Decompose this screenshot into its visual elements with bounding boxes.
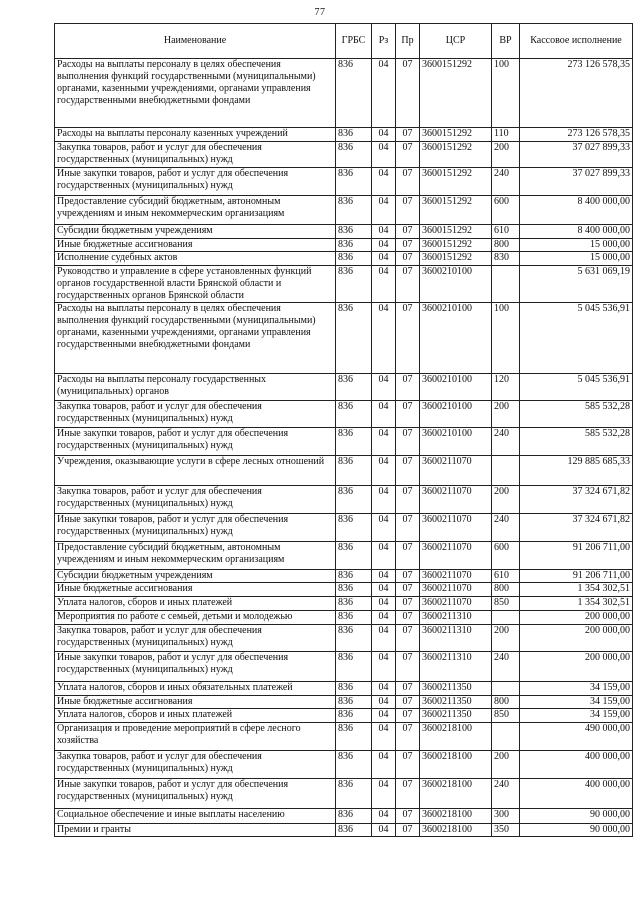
cell-rz: 04 bbox=[372, 696, 396, 709]
cell-rz: 04 bbox=[372, 597, 396, 611]
cell-name: Субсидии бюджетным учреждениям bbox=[55, 570, 336, 583]
cell-grbs: 836 bbox=[336, 456, 372, 486]
cell-pr: 07 bbox=[396, 570, 420, 583]
cell-grbs: 836 bbox=[336, 128, 372, 142]
cell-csr: 3600211070 bbox=[420, 456, 492, 486]
cell-csr: 3600211310 bbox=[420, 652, 492, 682]
cell-amount: 37 324 671,82 bbox=[520, 486, 633, 514]
cell-vr: 200 bbox=[492, 486, 520, 514]
cell-amount: 34 159,00 bbox=[520, 682, 633, 696]
cell-pr: 07 bbox=[396, 225, 420, 239]
cell-vr: 830 bbox=[492, 252, 520, 266]
cell-pr: 07 bbox=[396, 824, 420, 837]
cell-pr: 07 bbox=[396, 696, 420, 709]
cell-csr: 3600210100 bbox=[420, 428, 492, 456]
cell-pr: 07 bbox=[396, 751, 420, 779]
cell-rz: 04 bbox=[372, 486, 396, 514]
cell-grbs: 836 bbox=[336, 751, 372, 779]
cell-rz: 04 bbox=[372, 428, 396, 456]
cell-grbs: 836 bbox=[336, 583, 372, 597]
cell-name: Организация и проведение мероприятий в сфере лесного хозяйства bbox=[55, 723, 336, 751]
cell-vr bbox=[492, 266, 520, 303]
table-row bbox=[55, 303, 633, 374]
cell-csr: 3600211070 bbox=[420, 570, 492, 583]
cell-grbs: 836 bbox=[336, 570, 372, 583]
cell-name: Закупка товаров, работ и услуг для обеспечения государственных (муниципальных) нужд bbox=[55, 142, 336, 168]
cell-rz: 04 bbox=[372, 625, 396, 652]
cell-vr: 100 bbox=[492, 59, 520, 128]
cell-vr: 800 bbox=[492, 239, 520, 252]
cell-pr: 07 bbox=[396, 583, 420, 597]
table-row bbox=[55, 696, 633, 709]
cell-vr: 240 bbox=[492, 428, 520, 456]
cell-name: Мероприятия по работе с семьей, детьми и молодежью bbox=[55, 611, 336, 625]
cell-amount: 273 126 578,35 bbox=[520, 59, 633, 128]
cell-csr: 3600151292 bbox=[420, 196, 492, 225]
cell-pr: 07 bbox=[396, 486, 420, 514]
cell-rz: 04 bbox=[372, 142, 396, 168]
table-row bbox=[55, 225, 633, 239]
cell-amount: 273 126 578,35 bbox=[520, 128, 633, 142]
cell-amount: 8 400 000,00 bbox=[520, 225, 633, 239]
cell-vr bbox=[492, 456, 520, 486]
cell-vr: 100 bbox=[492, 303, 520, 374]
cell-vr: 600 bbox=[492, 542, 520, 570]
table-row bbox=[55, 266, 633, 303]
cell-amount: 585 532,28 bbox=[520, 401, 633, 428]
cell-csr: 3600211070 bbox=[420, 486, 492, 514]
cell-pr: 07 bbox=[396, 401, 420, 428]
table-row bbox=[55, 239, 633, 252]
cell-csr: 3600218100 bbox=[420, 779, 492, 809]
cell-amount: 37 324 671,82 bbox=[520, 514, 633, 542]
cell-pr: 07 bbox=[396, 266, 420, 303]
cell-grbs: 836 bbox=[336, 542, 372, 570]
cell-csr: 3600210100 bbox=[420, 266, 492, 303]
cell-rz: 04 bbox=[372, 709, 396, 723]
cell-pr: 07 bbox=[396, 303, 420, 374]
cell-grbs: 836 bbox=[336, 696, 372, 709]
table-row bbox=[55, 128, 633, 142]
header-rz: Рз bbox=[372, 24, 396, 59]
cell-grbs: 836 bbox=[336, 611, 372, 625]
cell-amount: 15 000,00 bbox=[520, 252, 633, 266]
cell-amount: 5 045 536,91 bbox=[520, 374, 633, 401]
cell-vr: 800 bbox=[492, 583, 520, 597]
cell-grbs: 836 bbox=[336, 514, 372, 542]
cell-pr: 07 bbox=[396, 682, 420, 696]
header-amount: Кассовое исполнение bbox=[520, 24, 633, 59]
cell-csr: 3600211070 bbox=[420, 583, 492, 597]
cell-rz: 04 bbox=[372, 652, 396, 682]
cell-pr: 07 bbox=[396, 611, 420, 625]
cell-pr: 07 bbox=[396, 625, 420, 652]
cell-csr: 3600211350 bbox=[420, 696, 492, 709]
cell-name: Расходы на выплаты персоналу в целях обеспечения выполнения функций государственными (муниципальными) органами, казенными учреждениями, органами управления государственными внебюджетными фондами bbox=[55, 59, 336, 128]
cell-vr bbox=[492, 611, 520, 625]
cell-rz: 04 bbox=[372, 252, 396, 266]
cell-grbs: 836 bbox=[336, 809, 372, 824]
header-name: Наименование bbox=[55, 24, 336, 59]
cell-vr: 350 bbox=[492, 824, 520, 837]
cell-csr: 3600211310 bbox=[420, 625, 492, 652]
cell-name: Предоставление субсидий бюджетным, автономным учреждениям и иным некоммерческим организациям bbox=[55, 542, 336, 570]
cell-pr: 07 bbox=[396, 59, 420, 128]
cell-name: Уплата налогов, сборов и иных обязательных платежей bbox=[55, 682, 336, 696]
cell-pr: 07 bbox=[396, 542, 420, 570]
cell-name: Уплата налогов, сборов и иных платежей bbox=[55, 709, 336, 723]
cell-vr: 200 bbox=[492, 751, 520, 779]
cell-name: Премии и гранты bbox=[55, 824, 336, 837]
table-row bbox=[55, 652, 633, 682]
cell-amount: 400 000,00 bbox=[520, 751, 633, 779]
cell-rz: 04 bbox=[372, 682, 396, 696]
cell-csr: 3600211350 bbox=[420, 682, 492, 696]
cell-amount: 34 159,00 bbox=[520, 709, 633, 723]
cell-vr: 800 bbox=[492, 696, 520, 709]
cell-amount: 15 000,00 bbox=[520, 239, 633, 252]
header-vr: ВР bbox=[492, 24, 520, 59]
cell-grbs: 836 bbox=[336, 625, 372, 652]
cell-grbs: 836 bbox=[336, 303, 372, 374]
cell-name: Закупка товаров, работ и услуг для обеспечения государственных (муниципальных) нужд bbox=[55, 751, 336, 779]
cell-pr: 07 bbox=[396, 597, 420, 611]
cell-grbs: 836 bbox=[336, 486, 372, 514]
cell-amount: 129 885 685,33 bbox=[520, 456, 633, 486]
table-row bbox=[55, 824, 633, 837]
cell-grbs: 836 bbox=[336, 824, 372, 837]
cell-pr: 07 bbox=[396, 142, 420, 168]
cell-csr: 3600218100 bbox=[420, 809, 492, 824]
cell-grbs: 836 bbox=[336, 709, 372, 723]
cell-vr: 600 bbox=[492, 196, 520, 225]
cell-name: Иные бюджетные ассигнования bbox=[55, 583, 336, 597]
cell-pr: 07 bbox=[396, 168, 420, 196]
cell-pr: 07 bbox=[396, 196, 420, 225]
cell-pr: 07 bbox=[396, 652, 420, 682]
cell-rz: 04 bbox=[372, 168, 396, 196]
cell-pr: 07 bbox=[396, 723, 420, 751]
cell-amount: 200 000,00 bbox=[520, 625, 633, 652]
table-row bbox=[55, 809, 633, 824]
cell-csr: 3600151292 bbox=[420, 239, 492, 252]
cell-vr bbox=[492, 682, 520, 696]
cell-csr: 3600218100 bbox=[420, 723, 492, 751]
cell-csr: 3600211350 bbox=[420, 709, 492, 723]
table-row bbox=[55, 401, 633, 428]
table-row bbox=[55, 709, 633, 723]
table-row bbox=[55, 456, 633, 486]
table-row bbox=[55, 168, 633, 196]
cell-name: Субсидии бюджетным учреждениям bbox=[55, 225, 336, 239]
cell-rz: 04 bbox=[372, 751, 396, 779]
table-row bbox=[55, 779, 633, 809]
table-body bbox=[55, 59, 633, 837]
table-row bbox=[55, 59, 633, 128]
cell-rz: 04 bbox=[372, 542, 396, 570]
header-pr: Пр bbox=[396, 24, 420, 59]
cell-vr: 200 bbox=[492, 142, 520, 168]
cell-amount: 37 027 899,33 bbox=[520, 168, 633, 196]
cell-vr: 240 bbox=[492, 779, 520, 809]
cell-vr: 610 bbox=[492, 225, 520, 239]
table-row bbox=[55, 428, 633, 456]
cell-grbs: 836 bbox=[336, 779, 372, 809]
cell-amount: 1 354 302,51 bbox=[520, 583, 633, 597]
cell-amount: 5 631 069,19 bbox=[520, 266, 633, 303]
cell-amount: 90 000,00 bbox=[520, 809, 633, 824]
cell-vr bbox=[492, 723, 520, 751]
cell-rz: 04 bbox=[372, 59, 396, 128]
cell-name: Иные закупки товаров, работ и услуг для обеспечения государственных (муниципальных) нужд bbox=[55, 779, 336, 809]
cell-name: Социальное обеспечение и иные выплаты населению bbox=[55, 809, 336, 824]
cell-name: Учреждения, оказывающие услуги в сфере лесных отношений bbox=[55, 456, 336, 486]
header-csr: ЦСР bbox=[420, 24, 492, 59]
cell-pr: 07 bbox=[396, 252, 420, 266]
cell-csr: 3600151292 bbox=[420, 252, 492, 266]
cell-amount: 400 000,00 bbox=[520, 779, 633, 809]
cell-rz: 04 bbox=[372, 570, 396, 583]
cell-vr: 200 bbox=[492, 401, 520, 428]
cell-rz: 04 bbox=[372, 723, 396, 751]
cell-name: Закупка товаров, работ и услуг для обеспечения государственных (муниципальных) нужд bbox=[55, 486, 336, 514]
cell-vr: 110 bbox=[492, 128, 520, 142]
table-row bbox=[55, 374, 633, 401]
cell-csr: 3600211070 bbox=[420, 542, 492, 570]
cell-name: Предоставление субсидий бюджетным, автономным учреждениям и иным некоммерческим организациям bbox=[55, 196, 336, 225]
table-header-row bbox=[55, 24, 633, 59]
cell-grbs: 836 bbox=[336, 168, 372, 196]
cell-vr: 850 bbox=[492, 597, 520, 611]
cell-rz: 04 bbox=[372, 374, 396, 401]
cell-pr: 07 bbox=[396, 779, 420, 809]
cell-name: Расходы на выплаты персоналу государственных (муниципальных) органов bbox=[55, 374, 336, 401]
cell-amount: 490 000,00 bbox=[520, 723, 633, 751]
table-row bbox=[55, 142, 633, 168]
table-row bbox=[55, 723, 633, 751]
table-row bbox=[55, 682, 633, 696]
cell-name: Иные закупки товаров, работ и услуг для обеспечения государственных (муниципальных) нужд bbox=[55, 514, 336, 542]
cell-grbs: 836 bbox=[336, 252, 372, 266]
cell-amount: 200 000,00 bbox=[520, 652, 633, 682]
cell-grbs: 836 bbox=[336, 401, 372, 428]
header-grbs: ГРБС bbox=[336, 24, 372, 59]
cell-amount: 5 045 536,91 bbox=[520, 303, 633, 374]
cell-rz: 04 bbox=[372, 401, 396, 428]
cell-amount: 90 000,00 bbox=[520, 824, 633, 837]
cell-grbs: 836 bbox=[336, 142, 372, 168]
cell-vr: 240 bbox=[492, 514, 520, 542]
cell-grbs: 836 bbox=[336, 266, 372, 303]
cell-csr: 3600211070 bbox=[420, 597, 492, 611]
cell-amount: 1 354 302,51 bbox=[520, 597, 633, 611]
cell-grbs: 836 bbox=[336, 652, 372, 682]
cell-grbs: 836 bbox=[336, 59, 372, 128]
cell-name: Иные бюджетные ассигнования bbox=[55, 696, 336, 709]
cell-amount: 91 206 711,00 bbox=[520, 570, 633, 583]
cell-vr: 120 bbox=[492, 374, 520, 401]
cell-pr: 07 bbox=[396, 514, 420, 542]
table-row bbox=[55, 196, 633, 225]
cell-rz: 04 bbox=[372, 809, 396, 824]
cell-csr: 3600211310 bbox=[420, 611, 492, 625]
cell-csr: 3600151292 bbox=[420, 59, 492, 128]
cell-pr: 07 bbox=[396, 128, 420, 142]
table-row bbox=[55, 514, 633, 542]
cell-rz: 04 bbox=[372, 266, 396, 303]
cell-rz: 04 bbox=[372, 303, 396, 374]
cell-csr: 3600211070 bbox=[420, 514, 492, 542]
cell-pr: 07 bbox=[396, 456, 420, 486]
cell-name: Иные закупки товаров, работ и услуг для обеспечения государственных (муниципальных) нужд bbox=[55, 168, 336, 196]
table-row bbox=[55, 597, 633, 611]
cell-grbs: 836 bbox=[336, 374, 372, 401]
table-row bbox=[55, 751, 633, 779]
cell-csr: 3600151292 bbox=[420, 128, 492, 142]
cell-csr: 3600210100 bbox=[420, 303, 492, 374]
cell-amount: 91 206 711,00 bbox=[520, 542, 633, 570]
cell-pr: 07 bbox=[396, 374, 420, 401]
cell-grbs: 836 bbox=[336, 239, 372, 252]
cell-vr: 240 bbox=[492, 652, 520, 682]
cell-rz: 04 bbox=[372, 456, 396, 486]
budget-table bbox=[54, 23, 633, 837]
cell-name: Руководство и управление в сфере установленных функций органов государственной власти Брянской области и государственных органов Брянской области bbox=[55, 266, 336, 303]
cell-name: Иные бюджетные ассигнования bbox=[55, 239, 336, 252]
cell-csr: 3600210100 bbox=[420, 374, 492, 401]
cell-pr: 07 bbox=[396, 239, 420, 252]
cell-rz: 04 bbox=[372, 514, 396, 542]
cell-csr: 3600151292 bbox=[420, 168, 492, 196]
cell-csr: 3600151292 bbox=[420, 225, 492, 239]
cell-name: Расходы на выплаты персоналу казенных учреждений bbox=[55, 128, 336, 142]
cell-vr: 300 bbox=[492, 809, 520, 824]
cell-amount: 8 400 000,00 bbox=[520, 196, 633, 225]
table-row bbox=[55, 570, 633, 583]
cell-name: Закупка товаров, работ и услуг для обеспечения государственных (муниципальных) нужд bbox=[55, 625, 336, 652]
cell-rz: 04 bbox=[372, 196, 396, 225]
cell-pr: 07 bbox=[396, 428, 420, 456]
cell-rz: 04 bbox=[372, 128, 396, 142]
cell-rz: 04 bbox=[372, 583, 396, 597]
cell-amount: 200 000,00 bbox=[520, 611, 633, 625]
cell-name: Иные закупки товаров, работ и услуг для обеспечения государственных (муниципальных) нужд bbox=[55, 428, 336, 456]
cell-vr: 240 bbox=[492, 168, 520, 196]
cell-amount: 34 159,00 bbox=[520, 696, 633, 709]
cell-name: Закупка товаров, работ и услуг для обеспечения государственных (муниципальных) нужд bbox=[55, 401, 336, 428]
cell-pr: 07 bbox=[396, 809, 420, 824]
cell-grbs: 836 bbox=[336, 723, 372, 751]
cell-pr: 07 bbox=[396, 709, 420, 723]
cell-rz: 04 bbox=[372, 779, 396, 809]
cell-name: Уплата налогов, сборов и иных платежей bbox=[55, 597, 336, 611]
cell-vr: 610 bbox=[492, 570, 520, 583]
cell-rz: 04 bbox=[372, 239, 396, 252]
table-row bbox=[55, 625, 633, 652]
cell-amount: 37 027 899,33 bbox=[520, 142, 633, 168]
cell-vr: 200 bbox=[492, 625, 520, 652]
cell-vr: 850 bbox=[492, 709, 520, 723]
cell-csr: 3600218100 bbox=[420, 751, 492, 779]
cell-grbs: 836 bbox=[336, 196, 372, 225]
cell-csr: 3600218100 bbox=[420, 824, 492, 837]
cell-csr: 3600151292 bbox=[420, 142, 492, 168]
cell-name: Иные закупки товаров, работ и услуг для обеспечения государственных (муниципальных) нужд bbox=[55, 652, 336, 682]
cell-rz: 04 bbox=[372, 611, 396, 625]
table-row bbox=[55, 611, 633, 625]
table-row bbox=[55, 252, 633, 266]
table-row bbox=[55, 542, 633, 570]
cell-rz: 04 bbox=[372, 225, 396, 239]
cell-grbs: 836 bbox=[336, 225, 372, 239]
cell-amount: 585 532,28 bbox=[520, 428, 633, 456]
cell-grbs: 836 bbox=[336, 428, 372, 456]
cell-csr: 3600210100 bbox=[420, 401, 492, 428]
cell-grbs: 836 bbox=[336, 597, 372, 611]
table-row bbox=[55, 486, 633, 514]
cell-name: Исполнение судебных актов bbox=[55, 252, 336, 266]
cell-grbs: 836 bbox=[336, 682, 372, 696]
cell-rz: 04 bbox=[372, 824, 396, 837]
cell-name: Расходы на выплаты персоналу в целях обеспечения выполнения функций государственными (муниципальными) органами, казенными учреждениями, органами управления государственными внебюджетными фондами bbox=[55, 303, 336, 374]
page-number: 77 bbox=[314, 7, 326, 18]
table-row bbox=[55, 583, 633, 597]
